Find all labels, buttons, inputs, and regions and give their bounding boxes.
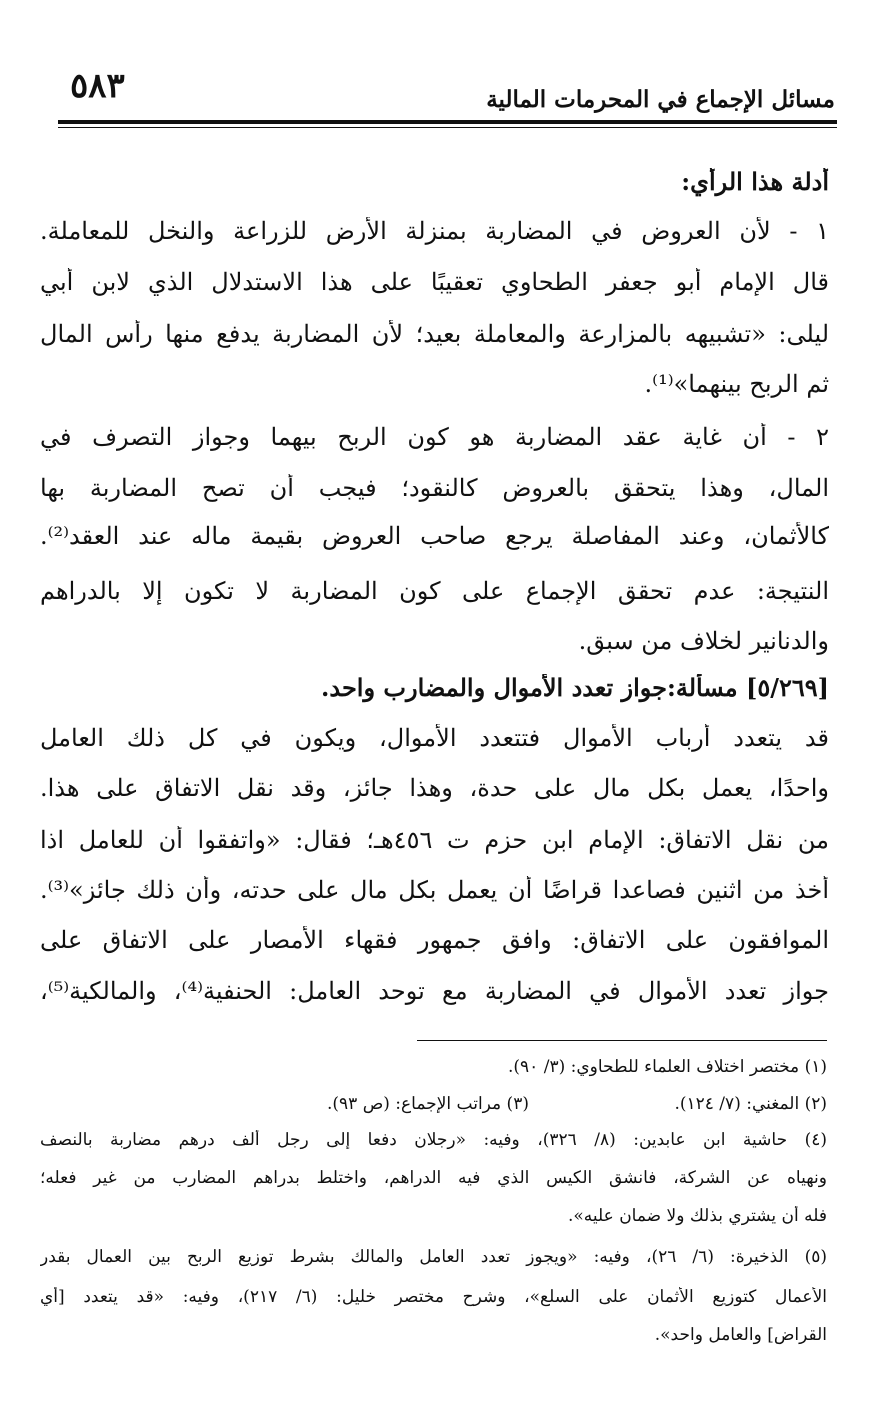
body-line-6: ٢ - أن غاية عقد المضاربة هو كون الربح بيهما وجواز التصرف في xyxy=(40,423,829,451)
body-line-9: النتيجة: عدم تحقق الإجماع على كون المضاربة لا تكون إلا بالدراهم xyxy=(40,577,829,605)
body-line-8: كالأثمان، وعند المفاصلة يرجع صاحب العروض بقيمة ماله عند العقد⁽²⁾. xyxy=(40,522,829,550)
footnote-4-line-1: (٤) حاشية ابن عابدين: (٨/ ٣٢٦)، وفيه: «رجلان دفعا إلى رجل ألف درهم مضاربة بالنصف xyxy=(40,1130,827,1150)
page-number: ٥٨٣ xyxy=(70,66,125,106)
footnote-1: (١) مختصر اختلاف العلماء للطحاوي: (٣/ ٩٠). xyxy=(507,1057,827,1077)
body-line-7: المال، وهذا يتحقق بالعروض كالنقود؛ فيجب أن تصح المضاربة بها xyxy=(40,474,829,502)
body-line-10: والدنانير لخلاف من سبق. xyxy=(578,627,829,655)
issue-heading: [٥/٢٦٩] مسألة:جواز تعدد الأموال والمضارب واحد. xyxy=(321,674,829,702)
footnote-5-line-3: القراض] والعامل واحد». xyxy=(654,1325,827,1345)
header-rule xyxy=(58,120,837,124)
body-line-3: قال الإمام أبو جعفر الطحاوي تعقيبًا على هذا الاستدلال الذي لابن أبي xyxy=(40,268,829,296)
body-line-16: الموافقون على الاتفاق: وافق جمهور فقهاء الأمصار على الاتفاق على xyxy=(40,926,829,954)
body-line-5: ثم الربح بينهما»⁽¹⁾. xyxy=(644,370,829,398)
footnote-5-line-1: (٥) الذخيرة: (٦/ ٢٦)، وفيه: «ويجوز تعدد العامل والمالك بشرط توزيع الربح بين العمال بقدر xyxy=(40,1247,827,1267)
running-title: مسائل الإجماع في المحرمات المالية xyxy=(486,86,835,113)
footnote-rule xyxy=(417,1040,827,1041)
body-line-13: واحدًا، يعمل بكل مال على حدة، وهذا جائز، وقد نقل الاتفاق على هذا. xyxy=(40,774,829,802)
footnote-4-line-2: ونهياه عن الشركة، فانشق الكيس الذي فيه الدراهم، واختلط بدراهم المضارب من غير فعله؛ xyxy=(40,1168,827,1188)
footnote-5-line-2: الأعمال كتوزيع الأثمان على السلع»، وشرح مختصر خليل: (٦/ ٢١٧)، وفيه: «قد يتعدد [أي xyxy=(40,1287,827,1307)
body-line-1: أدلة هذا الرأي: xyxy=(681,168,829,196)
footnote-4-line-3: فله أن يشتري بذلك ولا ضمان عليه». xyxy=(567,1206,827,1226)
body-line-15: أخذ من اثنين فصاعدا قراضًا أن يعمل بكل مال على حدته، وأن ذلك جائز»⁽³⁾. xyxy=(40,876,829,904)
body-line-12: قد يتعدد أرباب الأموال فتتعدد الأموال، ويكون في كل ذلك العامل xyxy=(40,724,829,752)
footnote-pair xyxy=(327,1094,827,1114)
body-line-14: من نقل الاتفاق: الإمام ابن حزم ت ٤٥٦هـ؛ فقال: «واتفقوا أن للعامل اذا xyxy=(40,826,829,854)
body-line-17: جواز تعدد الأموال في المضاربة مع توحد العامل: الحنفية⁽⁴⁾، والمالكية⁽⁵⁾، xyxy=(40,977,829,1005)
body-line-2: ١ - لأن العروض في المضاربة بمنزلة الأرض للزراعة والنخل للمعاملة. xyxy=(40,217,829,245)
header-rule-thin xyxy=(58,127,837,128)
body-line-4: ليلى: «تشبيهه بالمزارعة والمعاملة بعيد؛ لأن المضاربة يدفع منها رأس المال xyxy=(40,320,829,348)
footnote-2: (٢) المغني: (٧/ ١٢٤). xyxy=(674,1094,827,1114)
footnote-3: (٣) مراتب الإجماع: (ص ٩٣). xyxy=(327,1094,529,1114)
